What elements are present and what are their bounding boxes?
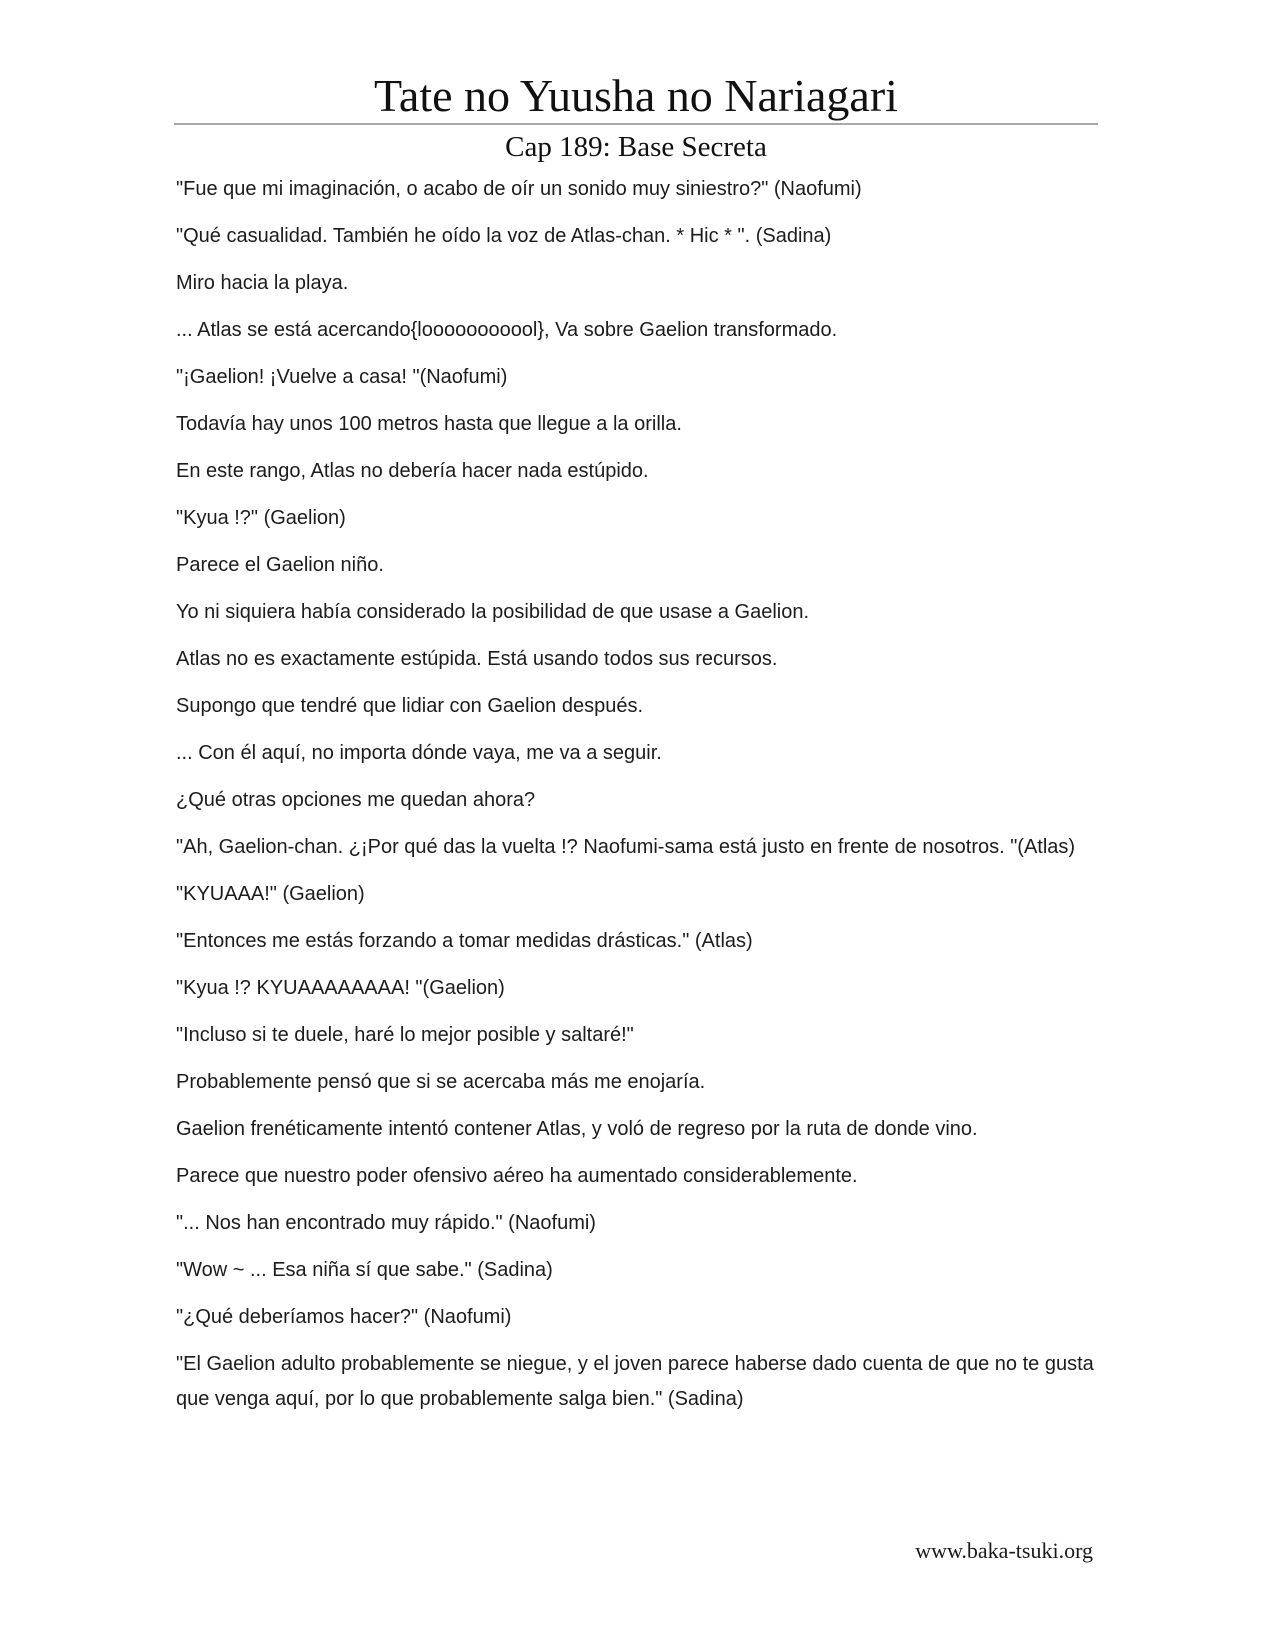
paragraph: "¿Qué deberíamos hacer?" (Naofumi) (176, 1306, 512, 1328)
footer-url: www.baka-tsuki.org (915, 1538, 1093, 1563)
paragraph: Probablemente pensó que si se acercaba más me enojaría. (176, 1071, 706, 1093)
paragraph: En este rango, Atlas no debería hacer nada estúpido. (176, 460, 649, 482)
paragraph: ... Con él aquí, no importa dónde vaya, me va a seguir. (176, 742, 662, 764)
paragraph: "... Nos han encontrado muy rápido." (Naofumi) (176, 1212, 596, 1234)
paragraph: "Wow ~ ... Esa niña sí que sabe." (Sadina) (176, 1259, 553, 1281)
paragraph: "Kyua !? KYUAAAAAAAA! "(Gaelion) (176, 977, 505, 999)
paragraph: "Kyua !?" (Gaelion) (176, 507, 346, 529)
paragraph: "El Gaelion adulto probablemente se niegue, y el joven parece haberse dado cuenta de que no te gusta que venga aquí, por lo que probablemente salga bien." (Sadina) (176, 1353, 1094, 1410)
paragraph: Miro hacia la playa. (176, 272, 349, 294)
paragraph: "Qué casualidad. También he oído la voz de Atlas-chan. * Hic * ". (Sadina) (176, 225, 832, 247)
paragraph: "Fue que mi imaginación, o acabo de oír un sonido muy siniestro?" (Naofumi) (176, 178, 862, 200)
paragraph: "¡Gaelion! ¡Vuelve a casa! "(Naofumi) (176, 366, 508, 388)
paragraph: Gaelion frenéticamente intentó contener Atlas, y voló de regreso por la ruta de donde vino. (176, 1118, 978, 1140)
paragraph: Parece el Gaelion niño. (176, 554, 384, 576)
paragraph: Supongo que tendré que lidiar con Gaelion después. (176, 695, 644, 717)
paragraph: Parece que nuestro poder ofensivo aéreo ha aumentado considerablemente. (176, 1165, 858, 1187)
paragraph: "Ah, Gaelion-chan. ¿¡Por qué das la vuelta !? Naofumi-sama está justo en frente de nosotros. "(Atlas) (176, 836, 1076, 858)
paragraph: ... Atlas se está acercando{looooooooool}, Va sobre Gaelion transformado. (176, 319, 838, 341)
document-title: Tate no Yuusha no Nariagari (374, 70, 898, 121)
paragraph: ¿Qué otras opciones me quedan ahora? (176, 789, 536, 811)
paragraph: Todavía hay unos 100 metros hasta que llegue a la orilla. (176, 413, 682, 435)
paragraph: Atlas no es exactamente estúpida. Está usando todos sus recursos. (176, 648, 778, 670)
title-divider (174, 123, 1098, 125)
paragraph: "Incluso si te duele, haré lo mejor posible y saltaré!" (176, 1024, 634, 1046)
document-body (176, 172, 1102, 1429)
paragraph: Yo ni siquiera había considerado la posibilidad de que usase a Gaelion. (176, 601, 810, 623)
chapter-title: Cap 189: Base Secreta (505, 131, 767, 163)
paragraph: "Entonces me estás forzando a tomar medidas drásticas." (Atlas) (176, 930, 753, 952)
paragraph: "KYUAAA!" (Gaelion) (176, 883, 365, 905)
